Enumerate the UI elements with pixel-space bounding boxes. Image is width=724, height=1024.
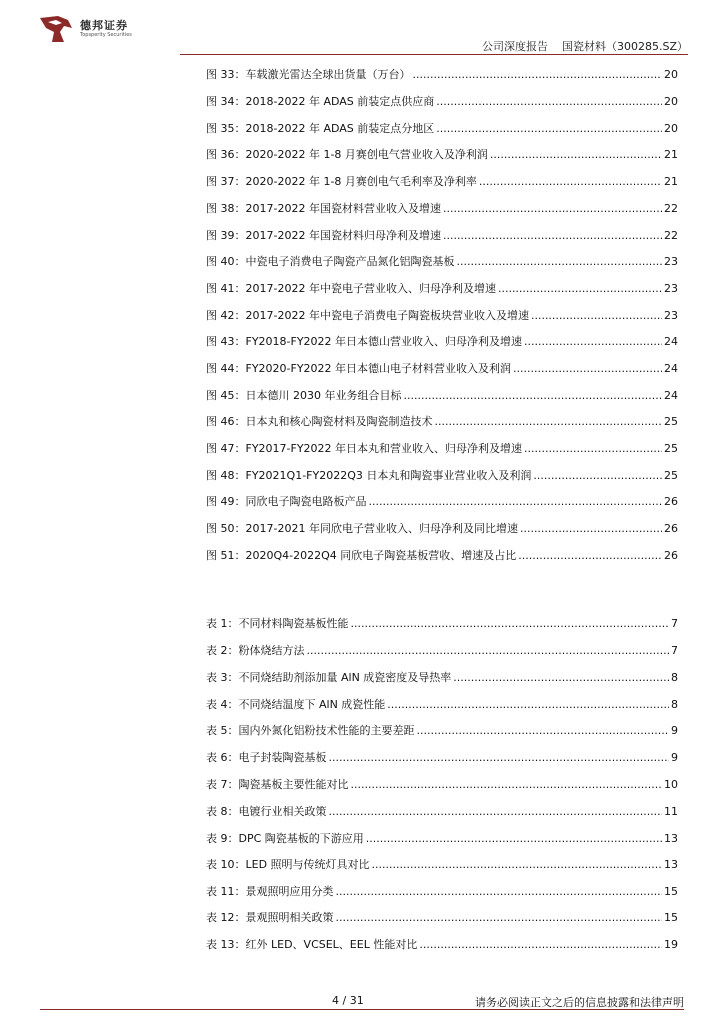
- toc-leader: [479, 174, 662, 190]
- toc-entry-label: 图 48：FY2021Q1-FY2022Q3 日本丸和陶瓷事业营业收入及利润: [206, 469, 532, 482]
- toc-leader: [435, 414, 663, 430]
- toc-leader: [387, 697, 669, 713]
- toc-entry-page: 25: [664, 415, 678, 428]
- toc-entry[interactable]: [206, 750, 678, 766]
- toc-entry-label: 表 4：不同烧结温度下 AlN 成瓷性能: [206, 698, 386, 711]
- toc-entry[interactable]: [206, 94, 678, 110]
- toc-entry[interactable]: [206, 388, 678, 404]
- toc-entry-label: 表 13：红外 LED、VCSEL、EEL 性能对比: [206, 938, 418, 951]
- toc-leader: [336, 910, 663, 926]
- toc-leader: [533, 468, 662, 484]
- logo-english-name: Topsperity Securities: [80, 32, 132, 38]
- toc-entry-label: 表 5：国内外氮化铝粉技术性能的主要差距: [206, 724, 415, 737]
- toc-entry-label: 图 46：日本丸和核心陶瓷材料及陶瓷制造技术: [206, 415, 433, 428]
- toc-leader: [369, 494, 663, 510]
- toc-leader: [417, 723, 670, 739]
- toc-entry-label: 表 6：电子封装陶瓷基板: [206, 751, 327, 764]
- toc-entry-page: 15: [664, 885, 678, 898]
- toc-entry[interactable]: [206, 174, 678, 190]
- toc-entry-label: 表 11：景观照明应用分类: [206, 885, 334, 898]
- toc-leader: [518, 548, 662, 564]
- toc-entry[interactable]: [206, 254, 678, 270]
- toc-entry[interactable]: [206, 831, 678, 847]
- toc-entry-label: 图 47：FY2017-FY2022 年日本丸和营业收入、归母净利及增速: [206, 442, 523, 455]
- page-number: 4 / 31: [332, 994, 364, 1007]
- toc-entry-page: 13: [664, 858, 678, 871]
- toc-leader: [336, 884, 663, 900]
- toc-leader: [436, 121, 662, 137]
- toc-entry[interactable]: [206, 697, 678, 713]
- toc-entry-page: 8: [671, 698, 678, 711]
- toc-entry[interactable]: [206, 804, 678, 820]
- toc-entry-label: 图 44：FY2020-FY2022 年日本德山电子材料营业收入及利润: [206, 362, 512, 375]
- toc-entry-page: 9: [671, 751, 678, 764]
- toc-entry[interactable]: [206, 616, 678, 632]
- toc-entry-page: 8: [671, 671, 678, 684]
- toc-entry[interactable]: [206, 643, 678, 659]
- toc-entry-page: 19: [664, 938, 678, 951]
- toc-entry-label: 表 3：不同烧结助剂添加量 AlN 成瓷密度及导热率: [206, 671, 452, 684]
- toc-entry-page: 9: [671, 724, 678, 737]
- toc-entry[interactable]: [206, 468, 678, 484]
- toc-leader: [436, 94, 662, 110]
- toc-entry-label: 表 8：电镀行业相关政策: [206, 805, 327, 818]
- toc-entry[interactable]: [206, 884, 678, 900]
- toc-entry-label: 图 42：2017-2022 年中瓷电子消费电子陶瓷板块营业收入及增速: [206, 309, 529, 322]
- company-logo: [38, 14, 132, 44]
- toc-entry[interactable]: [206, 121, 678, 137]
- toc-entry-label: 图 34：2018-2022 年 ADAS 前装定点供应商: [206, 95, 435, 108]
- toc-leader: [513, 361, 662, 377]
- toc-entry-label: 图 33：车载激光雷达全球出货量（万台）: [206, 68, 411, 81]
- toc-leader: [520, 521, 662, 537]
- toc-entry[interactable]: [206, 147, 678, 163]
- toc-entry-label: 表 9：DPC 陶瓷基板的下游应用: [206, 832, 364, 845]
- toc-entry-page: 21: [664, 148, 678, 161]
- toc-entry-page: 24: [664, 335, 678, 348]
- toc-entry-page: 25: [664, 469, 678, 482]
- toc-entry-label: 图 41：2017-2022 年中瓷电子营业收入、归母净利及增速: [206, 282, 496, 295]
- toc-entry[interactable]: [206, 281, 678, 297]
- toc-entry-page: 15: [664, 911, 678, 924]
- toc-entry[interactable]: [206, 857, 678, 873]
- toc-leader: [351, 616, 670, 632]
- toc-leader: [498, 281, 662, 297]
- toc-entry-page: 20: [664, 122, 678, 135]
- toc-entry-label: 图 36：2020-2022 年 1-8 月赛创电气营业收入及净利润: [206, 148, 488, 161]
- toc-entry[interactable]: [206, 414, 678, 430]
- toc-entry-label: 图 40：中瓷电子消费电子陶瓷产品氮化铝陶瓷基板: [206, 255, 455, 268]
- toc-leader: [531, 308, 662, 324]
- toc-entry-page: 26: [664, 495, 678, 508]
- toc-entry[interactable]: [206, 334, 678, 350]
- toc-leader: [453, 670, 669, 686]
- toc-leader: [372, 857, 662, 873]
- toc-entry-page: 10: [664, 778, 678, 791]
- toc-entry-label: 图 50：2017-2021 年同欣电子营业收入、归母净利及同比增速: [206, 522, 518, 535]
- toc-leader: [443, 201, 662, 217]
- toc-entry[interactable]: [206, 308, 678, 324]
- toc-entry-page: 22: [664, 202, 678, 215]
- toc-entry-label: 图 49：同欣电子陶瓷电路板产品: [206, 495, 367, 508]
- toc-leader: [366, 831, 662, 847]
- toc-entry-label: 表 10：LED 照明与传统灯具对比: [206, 858, 370, 871]
- toc-leader: [490, 147, 662, 163]
- toc-entry[interactable]: [206, 910, 678, 926]
- toc-entry-page: 25: [664, 442, 678, 455]
- toc-entry[interactable]: [206, 521, 678, 537]
- toc-entry[interactable]: [206, 441, 678, 457]
- toc-entry-page: 13: [664, 832, 678, 845]
- toc-entry-label: 图 45：日本德川 2030 年业务组合目标: [206, 389, 402, 402]
- toc-entry-label: 表 12：景观照明相关政策: [206, 911, 334, 924]
- toc-entry[interactable]: [206, 361, 678, 377]
- toc-leader: [524, 441, 662, 457]
- toc-entry-label: 图 51：2020Q4-2022Q4 同欣电子陶瓷基板营收、增速及占比: [206, 549, 517, 562]
- toc-entry-page: 24: [664, 389, 678, 402]
- toc-entry[interactable]: [206, 937, 678, 953]
- toc-entry[interactable]: [206, 201, 678, 217]
- toc-leader: [413, 67, 663, 83]
- toc-leader: [329, 804, 663, 820]
- toc-entry[interactable]: [206, 777, 678, 793]
- toc-leader: [457, 254, 663, 270]
- toc-entry-label: 图 39：2017-2022 年国瓷材料归母净利及增速: [206, 229, 441, 242]
- toc-leader: [443, 228, 662, 244]
- toc-entry-page: 23: [664, 282, 678, 295]
- toc-entry-page: 24: [664, 362, 678, 375]
- toc-entry-label: 图 43：FY2018-FY2022 年日本德山营业收入、归母净利及增速: [206, 335, 523, 348]
- header-divider: [180, 54, 688, 55]
- toc-entry-page: 23: [664, 309, 678, 322]
- toc-entry[interactable]: [206, 548, 678, 564]
- toc-entry-label: 图 35：2018-2022 年 ADAS 前装定点分地区: [206, 122, 435, 135]
- toc-leader: [329, 750, 670, 766]
- toc-leader: [351, 777, 663, 793]
- toc-entry-page: 22: [664, 229, 678, 242]
- logo-mark-icon: [38, 14, 74, 44]
- toc-entry-page: 26: [664, 522, 678, 535]
- logo-chinese-name: 德邦证券: [80, 19, 128, 32]
- toc-entry-label: 表 1：不同材料陶瓷基板性能: [206, 617, 349, 630]
- toc-entry[interactable]: [206, 670, 678, 686]
- toc-leader: [524, 334, 662, 350]
- toc-entry-page: 23: [664, 255, 678, 268]
- toc-entry-page: 26: [664, 549, 678, 562]
- toc-leader: [307, 643, 670, 659]
- toc-entry-label: 表 2：粉体烧结方法: [206, 644, 305, 657]
- report-info: 公司深度报告 国瓷材料（300285.SZ）: [482, 40, 688, 53]
- toc-entry-page: 21: [664, 175, 678, 188]
- toc-entry-label: 图 38：2017-2022 年国瓷材料营业收入及增速: [206, 202, 441, 215]
- toc-entry-page: 11: [664, 805, 678, 818]
- toc-leader: [419, 937, 662, 953]
- toc-entry-page: 20: [664, 68, 678, 81]
- toc-entry[interactable]: [206, 723, 678, 739]
- legal-disclaimer: 请务必阅读正文之后的信息披露和法律声明: [475, 996, 684, 1009]
- toc-entry-label: 图 37：2020-2022 年 1-8 月赛创电气毛利率及净利率: [206, 175, 477, 188]
- toc-entry-page: 7: [671, 617, 678, 630]
- toc-leader: [403, 388, 662, 404]
- toc-entry-page: 20: [664, 95, 678, 108]
- toc-entry-label: 表 7：陶瓷基板主要性能对比: [206, 778, 349, 791]
- toc-entry[interactable]: [206, 67, 678, 83]
- toc-entry-page: 7: [671, 644, 678, 657]
- toc-entry[interactable]: [206, 228, 678, 244]
- toc-entry[interactable]: [206, 494, 678, 510]
